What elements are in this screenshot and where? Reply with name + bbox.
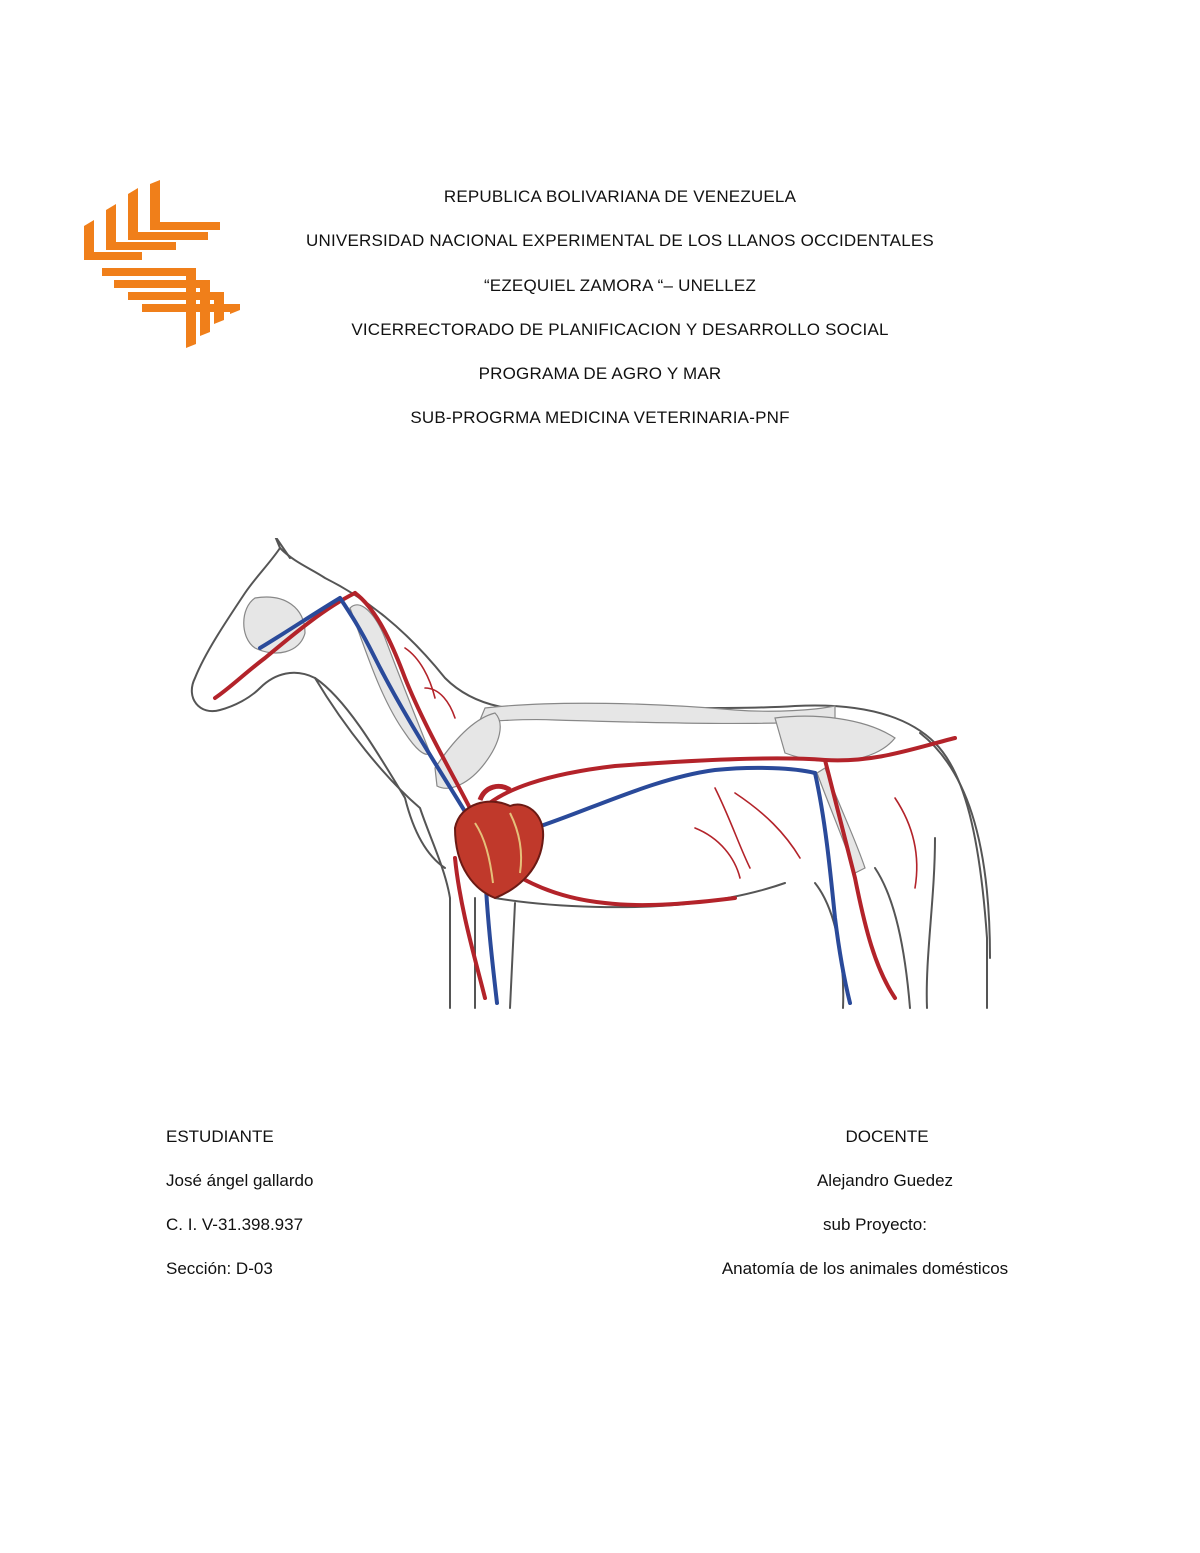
teacher-subject: Anatomía de los animales domésticos: [721, 1259, 1009, 1278]
header-line-vicerrectorado: VICERRECTORADO DE PLANIFICACION Y DESARROLLO SOCIAL: [351, 320, 889, 339]
horse-circulatory-system-icon: [175, 538, 995, 1013]
header-line-unellez: “EZEQUIEL ZAMORA “– UNELLEZ: [483, 276, 757, 295]
header-line-university: UNIVERSIDAD NACIONAL EXPERIMENTAL DE LOS LLANOS OCCIDENTALES: [306, 231, 934, 250]
header-line-programa: PROGRAMA DE AGRO Y MAR: [478, 364, 722, 383]
teacher-subject-label: sub Proyecto:: [823, 1215, 927, 1234]
teacher-heading: DOCENTE: [845, 1127, 929, 1146]
student-heading: ESTUDIANTE: [166, 1127, 274, 1146]
header-line-republic: REPUBLICA BOLIVARIANA DE VENEZUELA: [443, 187, 797, 206]
header-line-subprograma: SUB-PROGRMA MEDICINA VETERINARIA-PNF: [410, 408, 790, 427]
teacher-name: Alejandro Guedez: [816, 1171, 954, 1190]
student-name: José ángel gallardo: [166, 1171, 314, 1190]
student-id: C. I. V-31.398.937: [166, 1215, 304, 1234]
student-section: Sección: D-03: [166, 1259, 273, 1278]
